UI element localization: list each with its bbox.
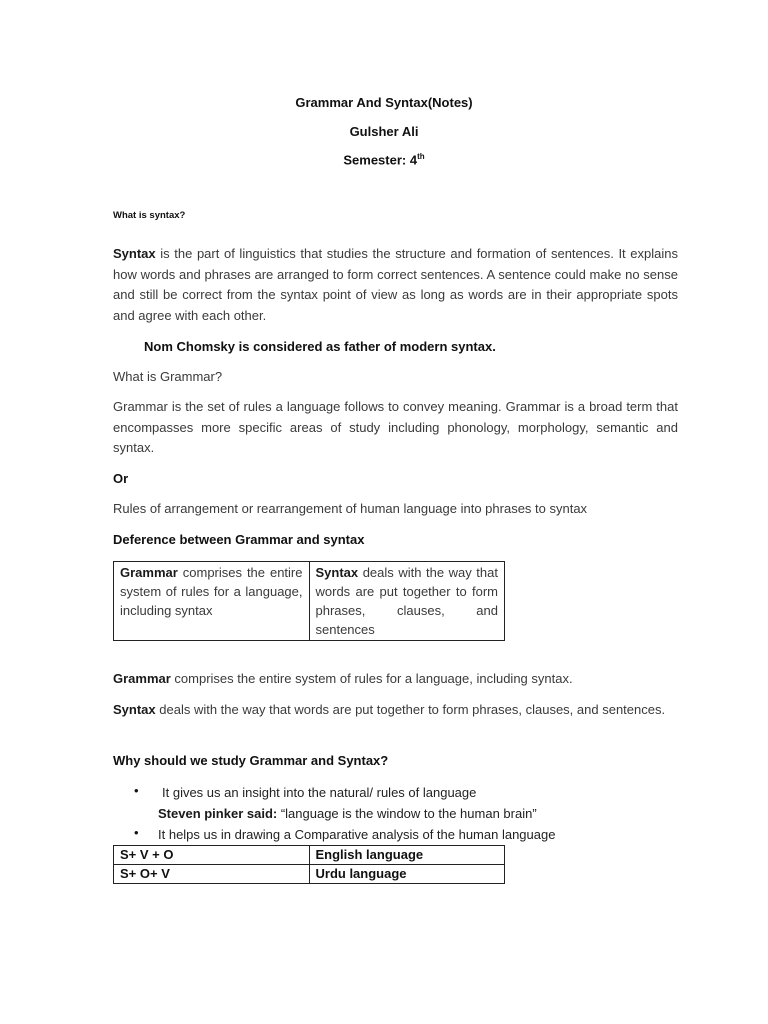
syntax-term: Syntax xyxy=(113,246,156,261)
language-cell: Urdu language xyxy=(309,865,505,884)
grammar-definition xyxy=(113,669,678,690)
pinker-quote-line xyxy=(158,804,537,824)
list-item: It gives us an insight into the natural/ rules of language xyxy=(162,785,477,800)
grammar-definition-term: Grammar xyxy=(113,671,171,686)
syntax-cell-text: deals with the way that words are put together to form phrases, clauses, and sentences xyxy=(315,565,498,637)
rules-line: Rules of arrangement or rearrangement of human language into phrases to syntax xyxy=(113,501,588,516)
semester-suffix: th xyxy=(417,152,425,161)
word-order-table xyxy=(113,845,505,884)
pinker-quote: “language is the window to the human brain” xyxy=(280,806,537,821)
syntax-paragraph xyxy=(113,244,678,326)
language-cell: English language xyxy=(309,846,505,865)
deference-heading: Deference between Grammar and syntax xyxy=(113,532,365,547)
chomsky-statement: Nom Chomsky is considered as father of modern syntax. xyxy=(144,339,496,354)
or-label: Or xyxy=(113,471,129,486)
what-is-grammar-heading: What is Grammar? xyxy=(113,369,223,384)
syntax-cell-term: Syntax xyxy=(315,565,359,580)
semester-line xyxy=(0,152,768,167)
pinker-label: Steven pinker said: xyxy=(158,806,281,821)
comparison-table xyxy=(113,561,505,641)
syntax-definition-term: Syntax xyxy=(113,702,156,717)
grammar-cell-text: comprises the entire system of rules for a language, including syntax xyxy=(120,565,303,618)
grammar-cell xyxy=(114,562,310,641)
table-row xyxy=(114,846,505,865)
grammar-cell-term: Grammar xyxy=(120,565,178,580)
document-title: Grammar And Syntax(Notes) xyxy=(295,95,473,110)
author-name: Gulsher Ali xyxy=(349,124,419,139)
bullet-icon: • xyxy=(134,825,139,840)
why-study-heading: Why should we study Grammar and Syntax? xyxy=(113,753,389,768)
word-order-cell: S+ O+ V xyxy=(114,865,310,884)
syntax-definition-text: deals with the way that words are put together to form phrases, clauses, and sentences. xyxy=(155,702,666,717)
bullet-icon: • xyxy=(134,783,139,798)
word-order-cell: S+ V + O xyxy=(114,846,310,865)
what-is-syntax-heading: What is syntax? xyxy=(113,210,186,221)
list-item: It helps us in drawing a Comparative analysis of the human language xyxy=(158,827,556,842)
syntax-definition xyxy=(113,700,678,721)
syntax-paragraph-text: is the part of linguistics that studies the structure and formation of sentences. It explains how words and phrases are arranged to form correct sentences. A sentence could make no sense and still be correct from the syntax point of view as long as words are in their appropriate spots and agree with each other. xyxy=(113,246,678,323)
semester-label: Semester: 4 xyxy=(343,152,418,168)
grammar-definition-text: comprises the entire system of rules for a language, including syntax. xyxy=(170,671,573,686)
table-row xyxy=(114,562,505,641)
syntax-cell xyxy=(309,562,505,641)
grammar-paragraph: Grammar is the set of rules a language follows to convey meaning. Grammar is a broad term that encompasses more specific areas of study including phonology, morphology, semantic and syntax. xyxy=(113,399,678,455)
table-row xyxy=(114,865,505,884)
